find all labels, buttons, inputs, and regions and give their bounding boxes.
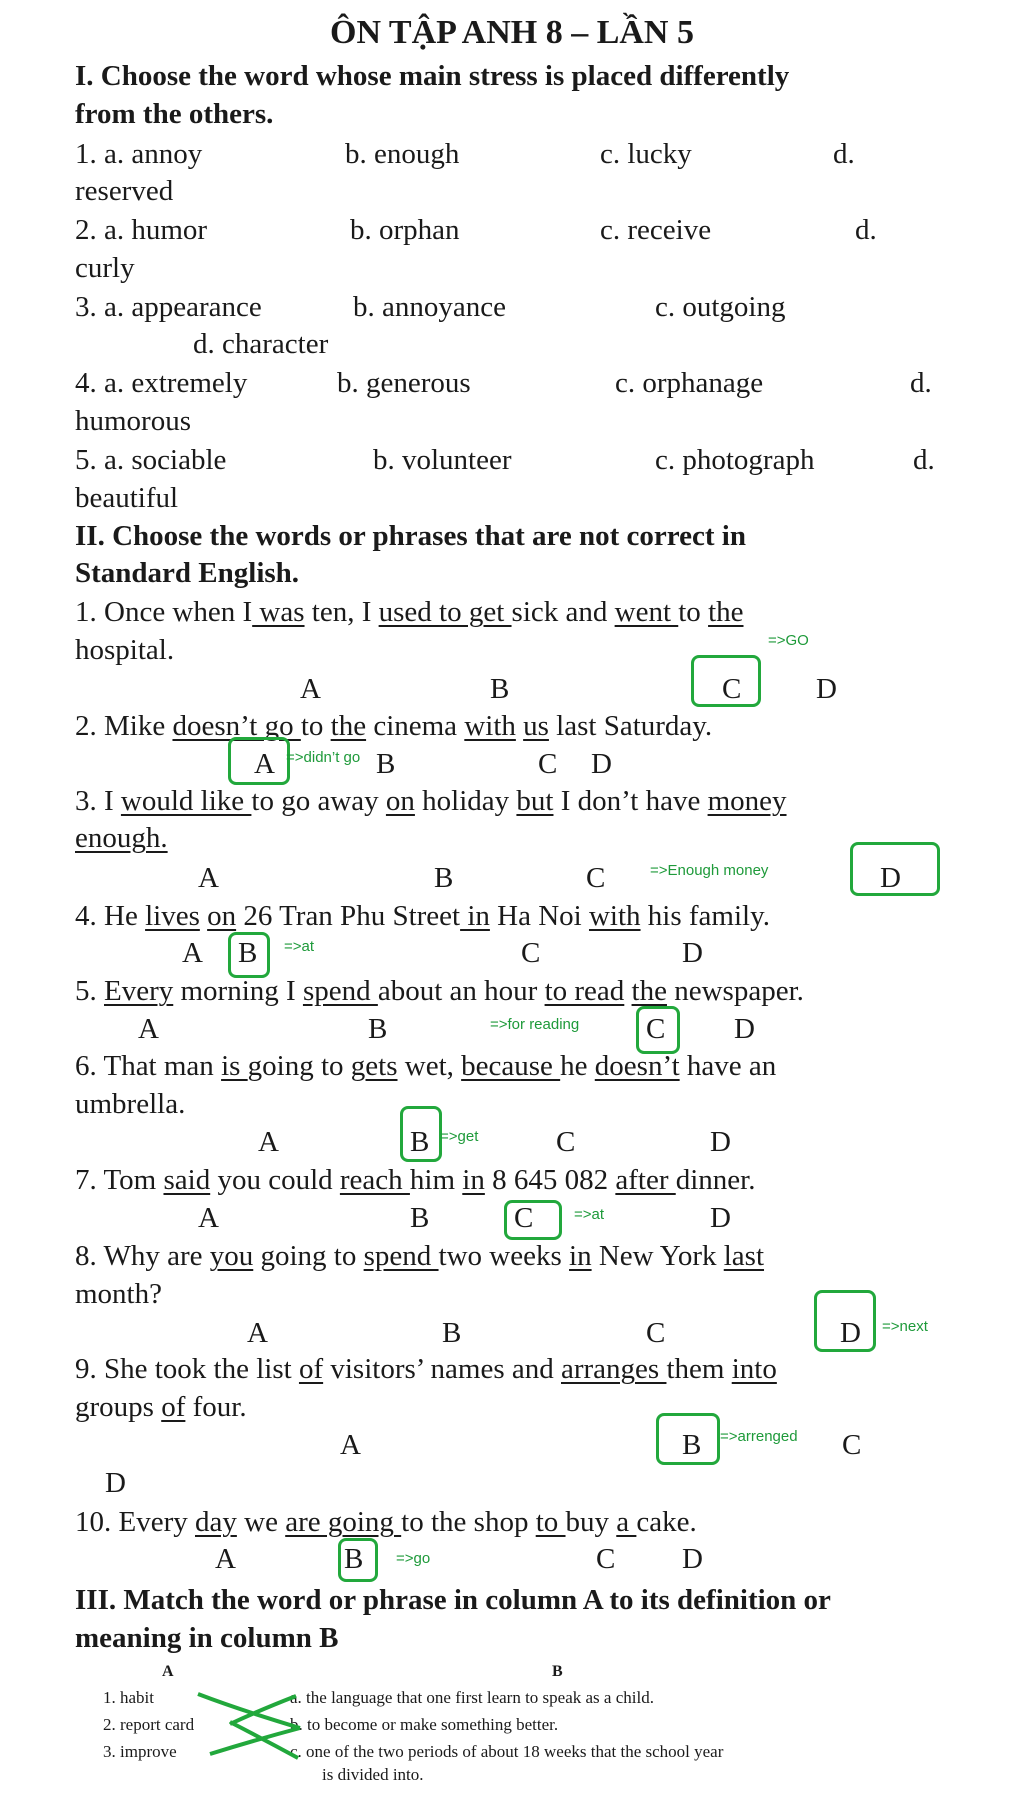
error-q8-label-b: B (442, 1317, 462, 1349)
error-q2-label-a: A (254, 748, 275, 780)
q5-option-d: d. (913, 444, 935, 476)
error-q6-label-a: A (258, 1126, 279, 1158)
error-q10-label-b: B (344, 1543, 364, 1575)
error-q4-sentence: 4. He lives on 26 Tran Phu Street in Ha Noi with his family. (75, 900, 770, 932)
section-3-heading: III. Match the word or phrase in column A to its definition or (75, 1584, 831, 1616)
error-q4-label-d: D (682, 937, 703, 969)
q4-option-b: b. generous (337, 367, 471, 399)
error-q1-correction-note: =>GO (768, 632, 809, 649)
error-q3-label-a: A (198, 862, 219, 894)
error-q9-label-a: A (340, 1429, 361, 1461)
q2-option-c: c. receive (600, 214, 712, 246)
section-2-heading-cont: Standard English. (75, 557, 300, 589)
error-q3-label-b: B (434, 862, 454, 894)
error-q1-label-b: B (490, 673, 510, 705)
section-1-heading-cont: from the others. (75, 98, 274, 130)
q5-option-b: b. volunteer (373, 444, 512, 476)
q5-option-a: 5. a. sociable (75, 444, 227, 476)
q3-option-d: d. character (193, 328, 329, 360)
error-q7-sentence: 7. Tom said you could reach him in 8 645 082 after dinner. (75, 1164, 756, 1196)
error-q9-label-d: D (105, 1467, 126, 1499)
error-q9-label-c: C (842, 1429, 862, 1461)
error-q3-sentence-cont: enough. (75, 822, 168, 854)
error-q2-label-d: D (591, 748, 612, 780)
page-title: ÔN TẬP ANH 8 – LẦN 5 (330, 14, 694, 51)
error-q2-label-c: C (538, 748, 558, 780)
q4-option-d: d. (910, 367, 932, 399)
error-q5-label-b: B (368, 1013, 388, 1045)
q1-option-a: 1. a. annoy (75, 138, 203, 170)
error-q10-label-c: C (596, 1543, 616, 1575)
q5-option-d-word: beautiful (75, 482, 179, 514)
error-q4-label-c: C (521, 937, 541, 969)
error-q5-label-c: C (646, 1013, 666, 1045)
column-b-header: B (552, 1663, 563, 1680)
error-q5-correction-note: =>for reading (490, 1016, 580, 1033)
error-q7-label-b: B (410, 1202, 430, 1234)
error-q6-label-d: D (710, 1126, 731, 1158)
q4-option-c: c. orphanage (615, 367, 764, 399)
section-2-heading: II. Choose the words or phrases that are not correct in (75, 520, 746, 552)
error-q5-sentence: 5. Every morning I spend about an hour to read the newspaper. (75, 975, 804, 1007)
error-q7-correction-note: =>at (574, 1206, 605, 1223)
match-right-item-a: a. the language that one first learn to speak as a child. (290, 1688, 654, 1707)
error-q9-correction-note: =>arrenged (720, 1428, 798, 1445)
section-3-heading-cont: meaning in column B (75, 1622, 339, 1654)
error-q4-label-a: A (182, 937, 203, 969)
error-q9-sentence-cont: groups of four. (75, 1391, 247, 1423)
error-q10-label-a: A (215, 1543, 236, 1575)
error-q8-correction-note: =>next (882, 1318, 928, 1335)
error-q8-label-c: C (646, 1317, 666, 1349)
q1-option-d-word: reserved (75, 175, 174, 207)
error-q2-sentence: 2. Mike doesn’t go to the cinema with us last Saturday. (75, 710, 713, 742)
error-q9-sentence: 9. She took the list of visitors’ names and arranges them into (75, 1353, 777, 1385)
q1-option-d: d. (833, 138, 855, 170)
error-q4-correction-note: =>at (284, 938, 315, 955)
error-q7-label-c: C (514, 1202, 534, 1234)
error-q1-label-c: C (722, 673, 742, 705)
error-q3-label-d: D (880, 862, 901, 894)
match-right-item-c-cont: is divided into. (322, 1765, 424, 1784)
q2-option-d: d. (855, 214, 877, 246)
error-q10-correction-note: =>go (396, 1550, 431, 1567)
error-q6-label-c: C (556, 1126, 576, 1158)
error-q2-correction-note: =>didn’t go (286, 749, 361, 766)
q1-option-c: c. lucky (600, 138, 692, 170)
error-q8-sentence: 8. Why are you going to spend two weeks in New York last (75, 1240, 765, 1272)
q4-option-a: 4. a. extremely (75, 367, 248, 399)
error-q5-label-a: A (138, 1013, 159, 1045)
match-right-item-b: b. to become or make something better. (290, 1715, 559, 1734)
column-a-header: A (162, 1663, 174, 1680)
q3-option-a: 3. a. appearance (75, 291, 262, 323)
error-q5-label-d: D (734, 1013, 755, 1045)
error-q9-label-b: B (682, 1429, 702, 1461)
error-q3-sentence: 3. I would like to go away on holiday but I don’t have money (75, 785, 787, 817)
q2-option-d-word: curly (75, 252, 135, 284)
error-q1-label-a: A (300, 673, 321, 705)
error-q7-label-a: A (198, 1202, 219, 1234)
q3-option-b: b. annoyance (353, 291, 506, 323)
error-q1-sentence-cont: hospital. (75, 634, 175, 666)
q4-option-d-word: humorous (75, 405, 191, 437)
match-line-2-to-c (230, 1722, 298, 1758)
error-q6-sentence: 6. That man is going to gets wet, because he doesn’t have an (75, 1050, 777, 1082)
q2-option-b: b. orphan (350, 214, 460, 246)
q2-option-a: 2. a. humor (75, 214, 208, 246)
match-left-item-3: 3. improve (103, 1742, 177, 1761)
error-q8-label-d: D (840, 1317, 861, 1349)
q3-option-c: c. outgoing (655, 291, 786, 323)
error-q4-label-b: B (238, 937, 258, 969)
error-q1-label-d: D (816, 673, 837, 705)
match-right-item-c: c. one of the two periods of about 18 weeks that the school year (290, 1742, 724, 1761)
error-q6-correction-note: =>get (440, 1128, 479, 1145)
error-q10-label-d: D (682, 1543, 703, 1575)
error-q1-sentence: 1. Once when I was ten, I used to get sick and went to the (75, 596, 744, 628)
error-q8-sentence-cont: month? (75, 1278, 162, 1310)
error-q10-sentence: 10. Every day we are going to the shop to buy a cake. (75, 1506, 697, 1538)
match-left-item-2: 2. report card (103, 1715, 195, 1734)
error-q8-label-a: A (247, 1317, 268, 1349)
q1-option-b: b. enough (345, 138, 460, 170)
error-q3-label-c: C (586, 862, 606, 894)
error-q6-label-b: B (410, 1126, 430, 1158)
section-1-heading: I. Choose the word whose main stress is placed differently (75, 60, 790, 92)
error-q2-label-b: B (376, 748, 396, 780)
q5-option-c: c. photograph (655, 444, 815, 476)
error-q6-sentence-cont: umbrella. (75, 1088, 186, 1120)
error-q7-label-d: D (710, 1202, 731, 1234)
match-left-item-1: 1. habit (103, 1688, 154, 1707)
error-q3-correction-note: =>Enough money (650, 862, 769, 879)
